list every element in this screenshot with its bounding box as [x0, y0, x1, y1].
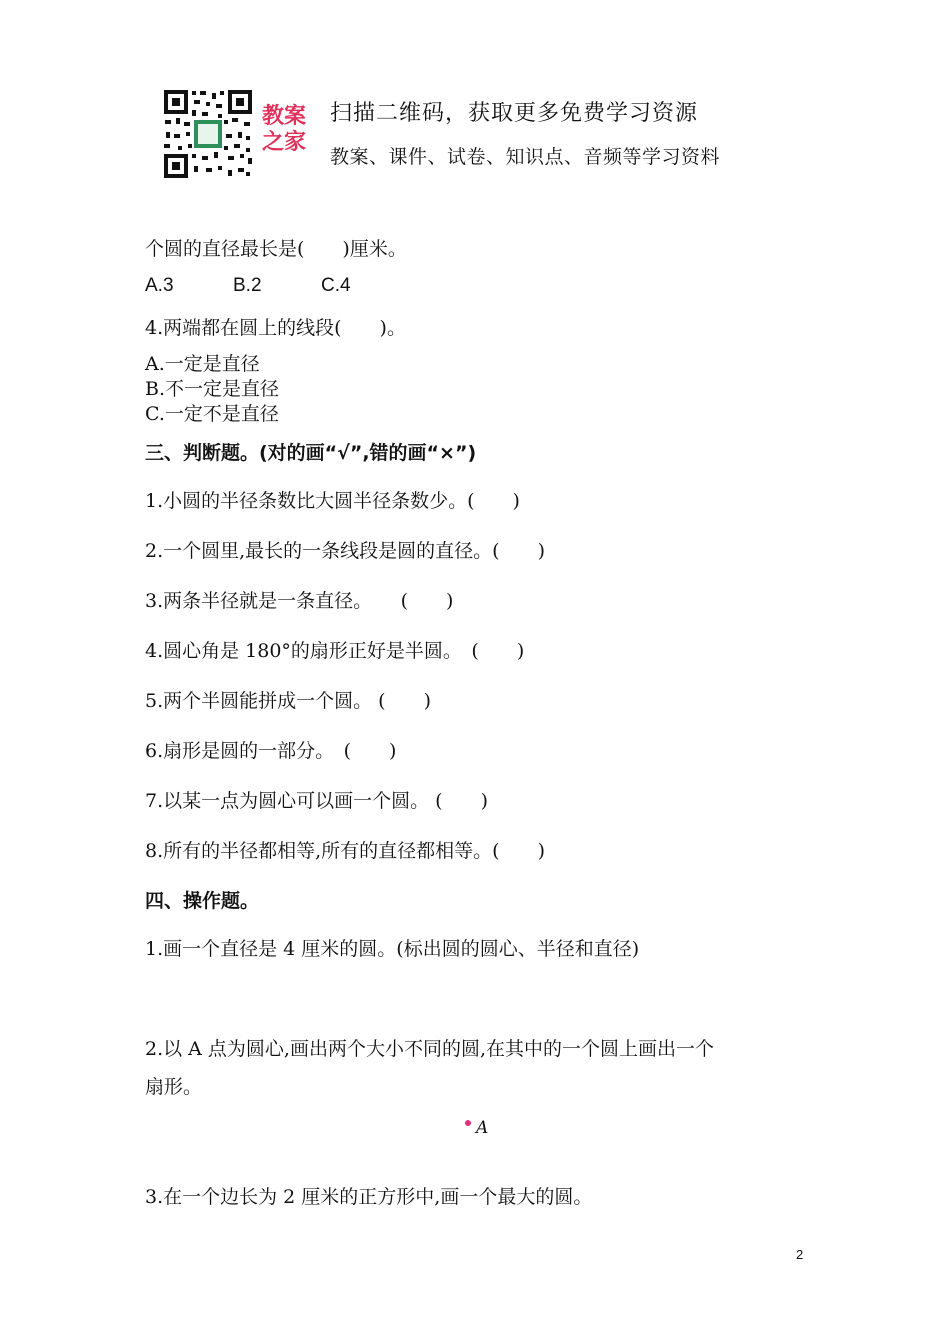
- judge-item-7: 7.以某一点为圆心可以画一个圆。 ( ): [145, 790, 488, 812]
- header-banner: [160, 86, 800, 182]
- question-3-options: [145, 274, 409, 297]
- operation-item-2-line-1: 2.以 A 点为圆心,画出两个大小不同的圆,在其中的一个圆上画出一个: [145, 1038, 715, 1060]
- slogan-primary: 扫描二维码，获取更多免费学习资源: [330, 101, 699, 126]
- brand-line-1: 教案: [262, 104, 307, 129]
- judge-item-5: 5.两个半圆能拼成一个圆。 ( ): [145, 690, 431, 712]
- slogan-secondary: 教案、课件、试卷、知识点、音频等学习资料: [330, 146, 721, 168]
- operation-item-1: 1.画一个直径是 4 厘米的圆。(标出圆的圆心、半径和直径): [145, 938, 640, 960]
- judge-item-6: 6.扇形是圆的一部分。 ( ): [145, 740, 397, 762]
- option-c: C.4: [321, 275, 351, 296]
- operation-item-3: 3.在一个边长为 2 厘米的正方形中,画一个最大的圆。: [145, 1186, 593, 1208]
- question-4-stem: 4.两端都在圆上的线段( )。: [145, 317, 406, 339]
- question-3-stem: 个圆的直径最长是( )厘米。: [145, 238, 407, 260]
- point-a-dot: [465, 1120, 471, 1126]
- brand-line-2: 之家: [262, 130, 307, 155]
- judge-item-8: 8.所有的半径都相等,所有的直径都相等。( ): [145, 840, 545, 862]
- section-3-title: 三、判断题。(对的画“√”,错的画“×”): [145, 442, 477, 464]
- question-4-option-a: A.一定是直径: [145, 353, 260, 375]
- qr-code-icon: [162, 88, 254, 180]
- option-b: B.2: [233, 275, 262, 296]
- point-a-label: A: [476, 1118, 489, 1138]
- option-a: A.3: [145, 275, 174, 296]
- judge-item-1: 1.小圆的半径条数比大圆半径条数少。( ): [145, 490, 520, 512]
- brand-logo: [262, 104, 306, 156]
- judge-item-4: 4.圆心角是 180°的扇形正好是半圆。 ( ): [145, 640, 525, 662]
- judge-item-2: 2.一个圆里,最长的一条线段是圆的直径。( ): [145, 540, 545, 562]
- operation-item-2-line-2: 扇形。: [145, 1076, 203, 1098]
- question-4-option-b: B.不一定是直径: [145, 378, 280, 400]
- question-4-option-c: C.一定不是直径: [145, 403, 279, 425]
- judge-item-3: 3.两条半径就是一条直径。 ( ): [145, 590, 454, 612]
- page-number: 2: [796, 1247, 804, 1262]
- section-4-title: 四、操作题。: [145, 890, 260, 912]
